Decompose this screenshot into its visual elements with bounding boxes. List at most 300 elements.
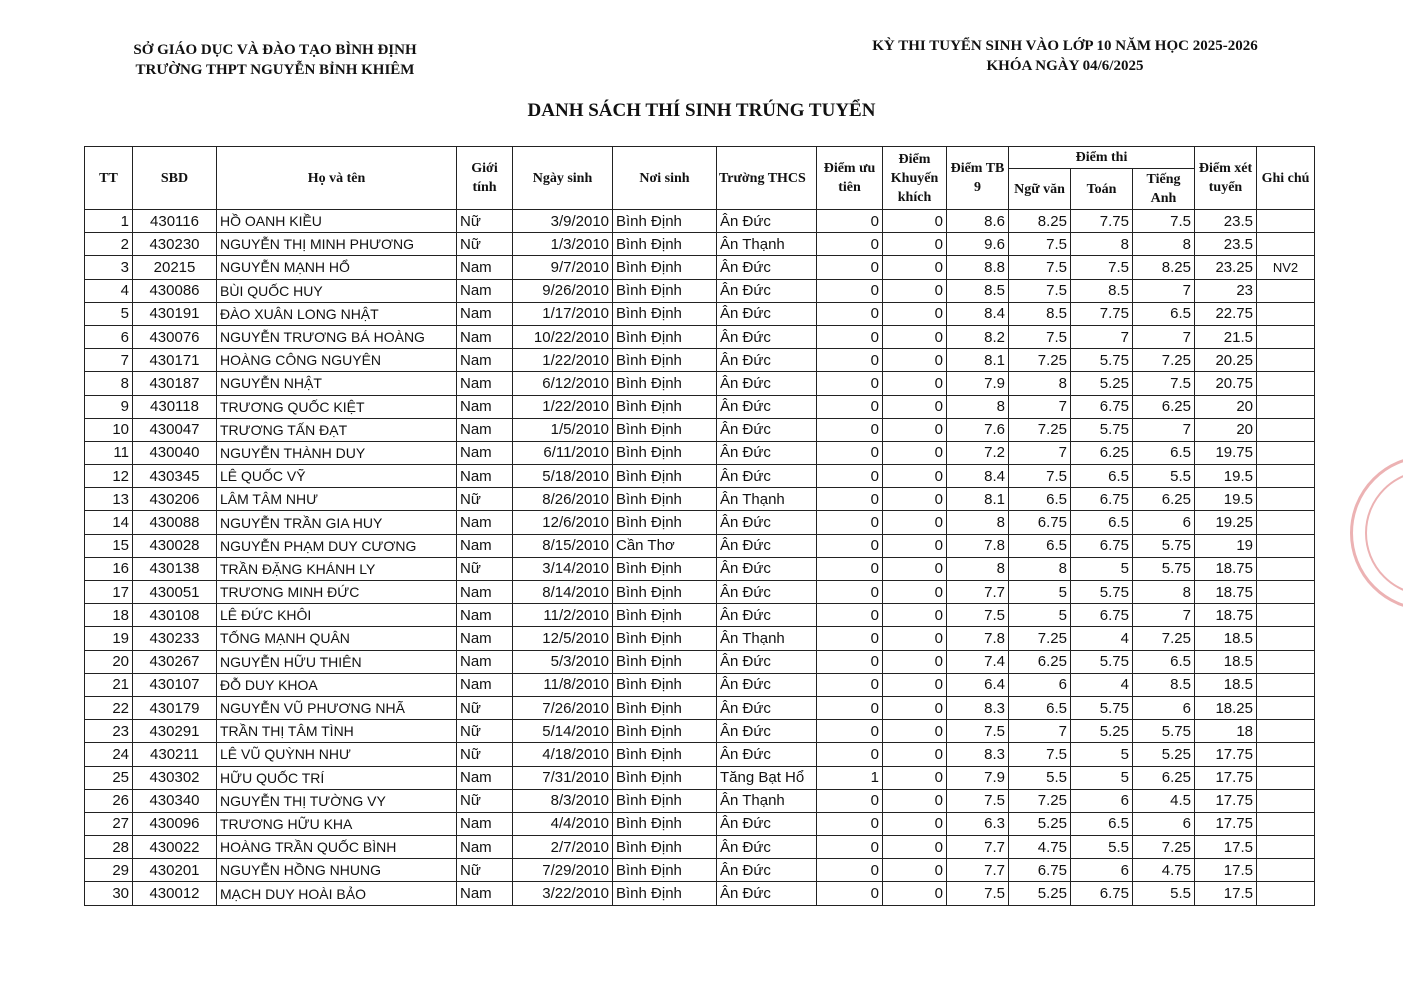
- col-note: Ghi chú: [1257, 147, 1315, 210]
- cell-lit: 7.25: [1009, 349, 1071, 372]
- cell-total: 17.75: [1195, 743, 1257, 766]
- cell-name: NGUYỄN VŨ PHƯƠNG NHÃ: [217, 696, 457, 719]
- cell-math: 5.25: [1071, 372, 1133, 395]
- cell-math: 5.75: [1071, 696, 1133, 719]
- cell-eng: 7: [1133, 279, 1195, 302]
- cell-gender: Nam: [457, 673, 513, 696]
- cell-priority: 0: [817, 789, 883, 812]
- cell-sbd: 430340: [133, 789, 217, 812]
- cell-avg: 8.5: [947, 279, 1009, 302]
- cell-total: 18.75: [1195, 557, 1257, 580]
- table-row: [85, 511, 1315, 534]
- cell-math: 6.75: [1071, 488, 1133, 511]
- cell-math: 8.5: [1071, 279, 1133, 302]
- cell-avg: 9.6: [947, 233, 1009, 256]
- cell-lit: 8: [1009, 372, 1071, 395]
- cell-gender: Nam: [457, 836, 513, 859]
- cell-eng: 7.5: [1133, 372, 1195, 395]
- cell-lit: 7.5: [1009, 256, 1071, 279]
- cell-total: 18.5: [1195, 627, 1257, 650]
- cell-bonus: 0: [883, 210, 947, 233]
- cell-bonus: 0: [883, 302, 947, 325]
- cell-tt: 16: [85, 557, 133, 580]
- cell-school: Ân Đức: [717, 372, 817, 395]
- cell-note: [1257, 859, 1315, 882]
- cell-math: 5.75: [1071, 581, 1133, 604]
- cell-gender: Nữ: [457, 557, 513, 580]
- cell-sbd: 430171: [133, 349, 217, 372]
- table-row: [85, 302, 1315, 325]
- table-row: [85, 325, 1315, 348]
- cell-lit: 7.5: [1009, 465, 1071, 488]
- cell-bonus: 0: [883, 720, 947, 743]
- cell-sbd: 430206: [133, 488, 217, 511]
- cell-avg: 8: [947, 395, 1009, 418]
- cell-note: [1257, 210, 1315, 233]
- cell-total: 21.5: [1195, 325, 1257, 348]
- cell-priority: 0: [817, 650, 883, 673]
- cell-school: Ân Đức: [717, 395, 817, 418]
- cell-math: 4: [1071, 627, 1133, 650]
- cell-sbd: 430118: [133, 395, 217, 418]
- official-stamp: [1350, 455, 1403, 611]
- cell-note: [1257, 882, 1315, 905]
- cell-math: 6.25: [1071, 441, 1133, 464]
- cell-gender: Nam: [457, 511, 513, 534]
- cell-avg: 8.4: [947, 302, 1009, 325]
- cell-gender: Nữ: [457, 859, 513, 882]
- cell-lit: 6.75: [1009, 859, 1071, 882]
- cell-pob: Bình Định: [613, 581, 717, 604]
- cell-dob: 1/3/2010: [513, 233, 613, 256]
- cell-gender: Nam: [457, 465, 513, 488]
- cell-sbd: 430012: [133, 882, 217, 905]
- cell-tt: 9: [85, 395, 133, 418]
- cell-note: NV2: [1257, 256, 1315, 279]
- cell-sbd: 430076: [133, 325, 217, 348]
- cell-avg: 7.8: [947, 627, 1009, 650]
- cell-pob: Bình Định: [613, 372, 717, 395]
- cell-note: [1257, 836, 1315, 859]
- cell-note: [1257, 581, 1315, 604]
- table-row: [85, 349, 1315, 372]
- cell-dob: 6/11/2010: [513, 441, 613, 464]
- cell-school: Ân Thạnh: [717, 789, 817, 812]
- cell-gender: Nam: [457, 372, 513, 395]
- cell-gender: Nam: [457, 349, 513, 372]
- cell-name: NGUYỄN PHẠM DUY CƯƠNG: [217, 534, 457, 557]
- cell-eng: 6.25: [1133, 766, 1195, 789]
- cell-note: [1257, 627, 1315, 650]
- cell-eng: 5.5: [1133, 465, 1195, 488]
- cell-priority: 0: [817, 210, 883, 233]
- cell-tt: 6: [85, 325, 133, 348]
- cell-pob: Bình Định: [613, 789, 717, 812]
- cell-dob: 7/31/2010: [513, 766, 613, 789]
- cell-dob: 5/3/2010: [513, 650, 613, 673]
- cell-note: [1257, 418, 1315, 441]
- table-header-row: [85, 147, 1315, 169]
- cell-tt: 27: [85, 812, 133, 835]
- cell-pob: Bình Định: [613, 696, 717, 719]
- cell-pob: Bình Định: [613, 465, 717, 488]
- cell-pob: Bình Định: [613, 349, 717, 372]
- cell-lit: 7.25: [1009, 789, 1071, 812]
- cell-pob: Bình Định: [613, 766, 717, 789]
- cell-gender: Nữ: [457, 743, 513, 766]
- cell-pob: Bình Định: [613, 650, 717, 673]
- cell-pob: Bình Định: [613, 256, 717, 279]
- cell-eng: 5.25: [1133, 743, 1195, 766]
- cell-bonus: 0: [883, 696, 947, 719]
- cell-lit: 6.5: [1009, 696, 1071, 719]
- cell-avg: 8.2: [947, 325, 1009, 348]
- cell-pob: Bình Định: [613, 557, 717, 580]
- cell-tt: 24: [85, 743, 133, 766]
- cell-bonus: 0: [883, 465, 947, 488]
- table-row: [85, 441, 1315, 464]
- col-lit: Ngữ văn: [1009, 169, 1071, 210]
- table-row: [85, 627, 1315, 650]
- cell-total: 19.5: [1195, 465, 1257, 488]
- cell-priority: 0: [817, 720, 883, 743]
- cell-school: Ân Đức: [717, 604, 817, 627]
- cell-tt: 12: [85, 465, 133, 488]
- col-avg: Điểm TB 9: [947, 147, 1009, 210]
- cell-note: [1257, 789, 1315, 812]
- cell-gender: Nam: [457, 534, 513, 557]
- cell-total: 17.5: [1195, 882, 1257, 905]
- cell-lit: 6: [1009, 673, 1071, 696]
- cell-note: [1257, 279, 1315, 302]
- cell-bonus: 0: [883, 650, 947, 673]
- cell-priority: 0: [817, 696, 883, 719]
- table-row: [85, 279, 1315, 302]
- cell-bonus: 0: [883, 511, 947, 534]
- cell-eng: 6: [1133, 812, 1195, 835]
- cell-bonus: 0: [883, 743, 947, 766]
- cell-sbd: 430211: [133, 743, 217, 766]
- cell-eng: 7.25: [1133, 349, 1195, 372]
- cell-sbd: 20215: [133, 256, 217, 279]
- cell-lit: 4.75: [1009, 836, 1071, 859]
- cell-lit: 5.25: [1009, 882, 1071, 905]
- cell-gender: Nam: [457, 650, 513, 673]
- col-name: Họ và tên: [217, 147, 457, 210]
- cell-name: LÂM TÂM NHƯ: [217, 488, 457, 511]
- cell-note: [1257, 812, 1315, 835]
- cell-tt: 29: [85, 859, 133, 882]
- cell-priority: 0: [817, 441, 883, 464]
- cell-avg: 8.1: [947, 349, 1009, 372]
- cell-pob: Bình Định: [613, 488, 717, 511]
- cell-tt: 2: [85, 233, 133, 256]
- cell-dob: 1/22/2010: [513, 395, 613, 418]
- cell-eng: 5.5: [1133, 882, 1195, 905]
- cell-tt: 23: [85, 720, 133, 743]
- cell-avg: 7.9: [947, 766, 1009, 789]
- cell-dob: 11/8/2010: [513, 673, 613, 696]
- cell-dob: 11/2/2010: [513, 604, 613, 627]
- cell-name: NGUYỄN THỊ MINH PHƯƠNG: [217, 233, 457, 256]
- cell-total: 17.75: [1195, 766, 1257, 789]
- cell-avg: 7.6: [947, 418, 1009, 441]
- cell-total: 19.75: [1195, 441, 1257, 464]
- cell-avg: 8.3: [947, 743, 1009, 766]
- table-row: [85, 256, 1315, 279]
- cell-eng: 7: [1133, 604, 1195, 627]
- cell-pob: Bình Định: [613, 233, 717, 256]
- cell-sbd: 430096: [133, 812, 217, 835]
- cell-dob: 12/5/2010: [513, 627, 613, 650]
- cell-avg: 8: [947, 557, 1009, 580]
- cell-sbd: 430179: [133, 696, 217, 719]
- cell-tt: 25: [85, 766, 133, 789]
- cell-gender: Nam: [457, 325, 513, 348]
- cell-sbd: 430201: [133, 859, 217, 882]
- cell-total: 22.75: [1195, 302, 1257, 325]
- cell-tt: 14: [85, 511, 133, 534]
- cell-bonus: 0: [883, 441, 947, 464]
- cell-bonus: 0: [883, 812, 947, 835]
- cell-note: [1257, 465, 1315, 488]
- table-row: [85, 233, 1315, 256]
- cell-name: NGUYỄN THỊ TƯỜNG VY: [217, 789, 457, 812]
- cell-name: TRƯƠNG QUỐC KIỆT: [217, 395, 457, 418]
- cell-math: 6.5: [1071, 465, 1133, 488]
- cell-total: 20.25: [1195, 349, 1257, 372]
- cell-name: ĐÀO XUÂN LONG NHẬT: [217, 302, 457, 325]
- cell-name: HỮU QUỐC TRÍ: [217, 766, 457, 789]
- cell-school: Ân Đức: [717, 418, 817, 441]
- cell-dob: 1/22/2010: [513, 349, 613, 372]
- cell-total: 18.5: [1195, 650, 1257, 673]
- cell-school: Ân Đức: [717, 720, 817, 743]
- cell-tt: 19: [85, 627, 133, 650]
- cell-dob: 5/18/2010: [513, 465, 613, 488]
- cell-bonus: 0: [883, 488, 947, 511]
- cell-school: Ân Đức: [717, 696, 817, 719]
- header-left: [100, 40, 450, 80]
- cell-math: 6.5: [1071, 511, 1133, 534]
- cell-eng: 5.75: [1133, 557, 1195, 580]
- cell-priority: 1: [817, 766, 883, 789]
- cell-bonus: 0: [883, 604, 947, 627]
- cell-note: [1257, 557, 1315, 580]
- cell-priority: 0: [817, 302, 883, 325]
- table-row: [85, 812, 1315, 835]
- cell-math: 6: [1071, 859, 1133, 882]
- cell-name: LÊ VŨ QUỲNH NHƯ: [217, 743, 457, 766]
- cell-sbd: 430047: [133, 418, 217, 441]
- cell-sbd: 430051: [133, 581, 217, 604]
- cell-math: 6.75: [1071, 534, 1133, 557]
- cell-lit: 7.25: [1009, 627, 1071, 650]
- table-row: [85, 743, 1315, 766]
- table-body: [85, 210, 1315, 906]
- cell-name: TỐNG MẠNH QUÂN: [217, 627, 457, 650]
- cell-pob: Bình Định: [613, 812, 717, 835]
- cell-school: Ân Đức: [717, 441, 817, 464]
- cell-priority: 0: [817, 581, 883, 604]
- page-title: DANH SÁCH THÍ SINH TRÚNG TUYỂN: [527, 100, 876, 121]
- cell-pob: Bình Định: [613, 279, 717, 302]
- cell-name: NGUYỄN HỒNG NHUNG: [217, 859, 457, 882]
- cell-total: 20: [1195, 395, 1257, 418]
- cell-name: ĐỖ DUY KHOA: [217, 673, 457, 696]
- cell-sbd: 430108: [133, 604, 217, 627]
- cell-math: 5.75: [1071, 349, 1133, 372]
- cell-math: 5: [1071, 766, 1133, 789]
- cell-eng: 8.25: [1133, 256, 1195, 279]
- cell-avg: 8.3: [947, 696, 1009, 719]
- cell-total: 18.25: [1195, 696, 1257, 719]
- cell-lit: 8: [1009, 557, 1071, 580]
- cell-gender: Nam: [457, 627, 513, 650]
- cell-tt: 3: [85, 256, 133, 279]
- cell-school: Ân Đức: [717, 465, 817, 488]
- cell-gender: Nam: [457, 604, 513, 627]
- cell-gender: Nữ: [457, 789, 513, 812]
- cell-eng: 6.25: [1133, 488, 1195, 511]
- cell-avg: 7.8: [947, 534, 1009, 557]
- table-row: [85, 534, 1315, 557]
- cell-name: HOÀNG CÔNG NGUYÊN: [217, 349, 457, 372]
- cell-tt: 7: [85, 349, 133, 372]
- cell-bonus: 0: [883, 673, 947, 696]
- cell-tt: 17: [85, 581, 133, 604]
- cell-note: [1257, 441, 1315, 464]
- cell-school: Ân Đức: [717, 534, 817, 557]
- cell-avg: 7.5: [947, 789, 1009, 812]
- cell-sbd: 430088: [133, 511, 217, 534]
- cell-school: Ân Thạnh: [717, 627, 817, 650]
- cell-note: [1257, 349, 1315, 372]
- cell-avg: 6.4: [947, 673, 1009, 696]
- table-row: [85, 465, 1315, 488]
- cell-lit: 5: [1009, 604, 1071, 627]
- cell-tt: 11: [85, 441, 133, 464]
- cell-priority: 0: [817, 534, 883, 557]
- cell-note: [1257, 743, 1315, 766]
- cell-name: MẠCH DUY HOÀI BẢO: [217, 882, 457, 905]
- cell-math: 7: [1071, 325, 1133, 348]
- cell-gender: Nam: [457, 766, 513, 789]
- cell-dob: 10/22/2010: [513, 325, 613, 348]
- cell-tt: 28: [85, 836, 133, 859]
- cell-name: LÊ QUỐC VỸ: [217, 465, 457, 488]
- col-school: Trường THCS: [717, 147, 817, 210]
- cell-pob: Bình Định: [613, 302, 717, 325]
- table-row: [85, 859, 1315, 882]
- cell-dob: 4/4/2010: [513, 812, 613, 835]
- cell-pob: Bình Định: [613, 673, 717, 696]
- cell-lit: 7.5: [1009, 325, 1071, 348]
- cell-sbd: 430230: [133, 233, 217, 256]
- cell-sbd: 430107: [133, 673, 217, 696]
- cell-avg: 8.6: [947, 210, 1009, 233]
- cell-eng: 7: [1133, 325, 1195, 348]
- table-row: [85, 720, 1315, 743]
- cell-avg: 8.4: [947, 465, 1009, 488]
- cell-priority: 0: [817, 256, 883, 279]
- cell-pob: Cần Thơ: [613, 534, 717, 557]
- table-row: [85, 650, 1315, 673]
- cell-bonus: 0: [883, 627, 947, 650]
- cell-school: Ân Đức: [717, 882, 817, 905]
- cell-eng: 5.75: [1133, 534, 1195, 557]
- cell-pob: Bình Định: [613, 882, 717, 905]
- cell-eng: 6.5: [1133, 650, 1195, 673]
- cell-math: 8: [1071, 233, 1133, 256]
- table-row: [85, 395, 1315, 418]
- cell-eng: 7: [1133, 418, 1195, 441]
- cell-school: Ân Đức: [717, 836, 817, 859]
- cell-lit: 7: [1009, 720, 1071, 743]
- cell-priority: 0: [817, 673, 883, 696]
- cell-lit: 8.5: [1009, 302, 1071, 325]
- cell-note: [1257, 325, 1315, 348]
- cell-gender: Nữ: [457, 233, 513, 256]
- cell-eng: 6.5: [1133, 302, 1195, 325]
- cell-dob: 7/26/2010: [513, 696, 613, 719]
- cell-math: 6: [1071, 789, 1133, 812]
- cell-priority: 0: [817, 511, 883, 534]
- cell-sbd: 430302: [133, 766, 217, 789]
- cell-avg: 7.4: [947, 650, 1009, 673]
- cell-tt: 22: [85, 696, 133, 719]
- col-bonus: Điểm Khuyến khích: [883, 147, 947, 210]
- cell-note: [1257, 720, 1315, 743]
- cell-total: 19.5: [1195, 488, 1257, 511]
- cell-lit: 6.5: [1009, 488, 1071, 511]
- cell-lit: 7.25: [1009, 418, 1071, 441]
- cell-dob: 9/7/2010: [513, 256, 613, 279]
- cell-sbd: 430233: [133, 627, 217, 650]
- cell-school: Ân Đức: [717, 279, 817, 302]
- cell-dob: 12/6/2010: [513, 511, 613, 534]
- cell-avg: 7.7: [947, 836, 1009, 859]
- cell-dob: 1/17/2010: [513, 302, 613, 325]
- cell-sbd: 430138: [133, 557, 217, 580]
- cell-bonus: 0: [883, 395, 947, 418]
- cell-total: 17.75: [1195, 789, 1257, 812]
- cell-note: [1257, 233, 1315, 256]
- cell-avg: 7.5: [947, 604, 1009, 627]
- cell-name: HỒ OANH KIỀU: [217, 210, 457, 233]
- cell-total: 18.75: [1195, 581, 1257, 604]
- cell-eng: 6: [1133, 696, 1195, 719]
- cell-dob: 7/29/2010: [513, 859, 613, 882]
- cell-gender: Nam: [457, 418, 513, 441]
- cell-eng: 8.5: [1133, 673, 1195, 696]
- cell-dob: 8/26/2010: [513, 488, 613, 511]
- table-row: [85, 673, 1315, 696]
- cell-name: TRẦN ĐẶNG KHÁNH LY: [217, 557, 457, 580]
- cell-bonus: 0: [883, 233, 947, 256]
- cell-bonus: 0: [883, 534, 947, 557]
- cell-avg: 7.2: [947, 441, 1009, 464]
- cell-priority: 0: [817, 743, 883, 766]
- cell-math: 7.5: [1071, 256, 1133, 279]
- table-row: [85, 581, 1315, 604]
- col-math: Toán: [1071, 169, 1133, 210]
- cell-pob: Bình Định: [613, 836, 717, 859]
- cell-math: 5: [1071, 557, 1133, 580]
- cell-math: 7.75: [1071, 302, 1133, 325]
- cell-note: [1257, 372, 1315, 395]
- cell-bonus: 0: [883, 859, 947, 882]
